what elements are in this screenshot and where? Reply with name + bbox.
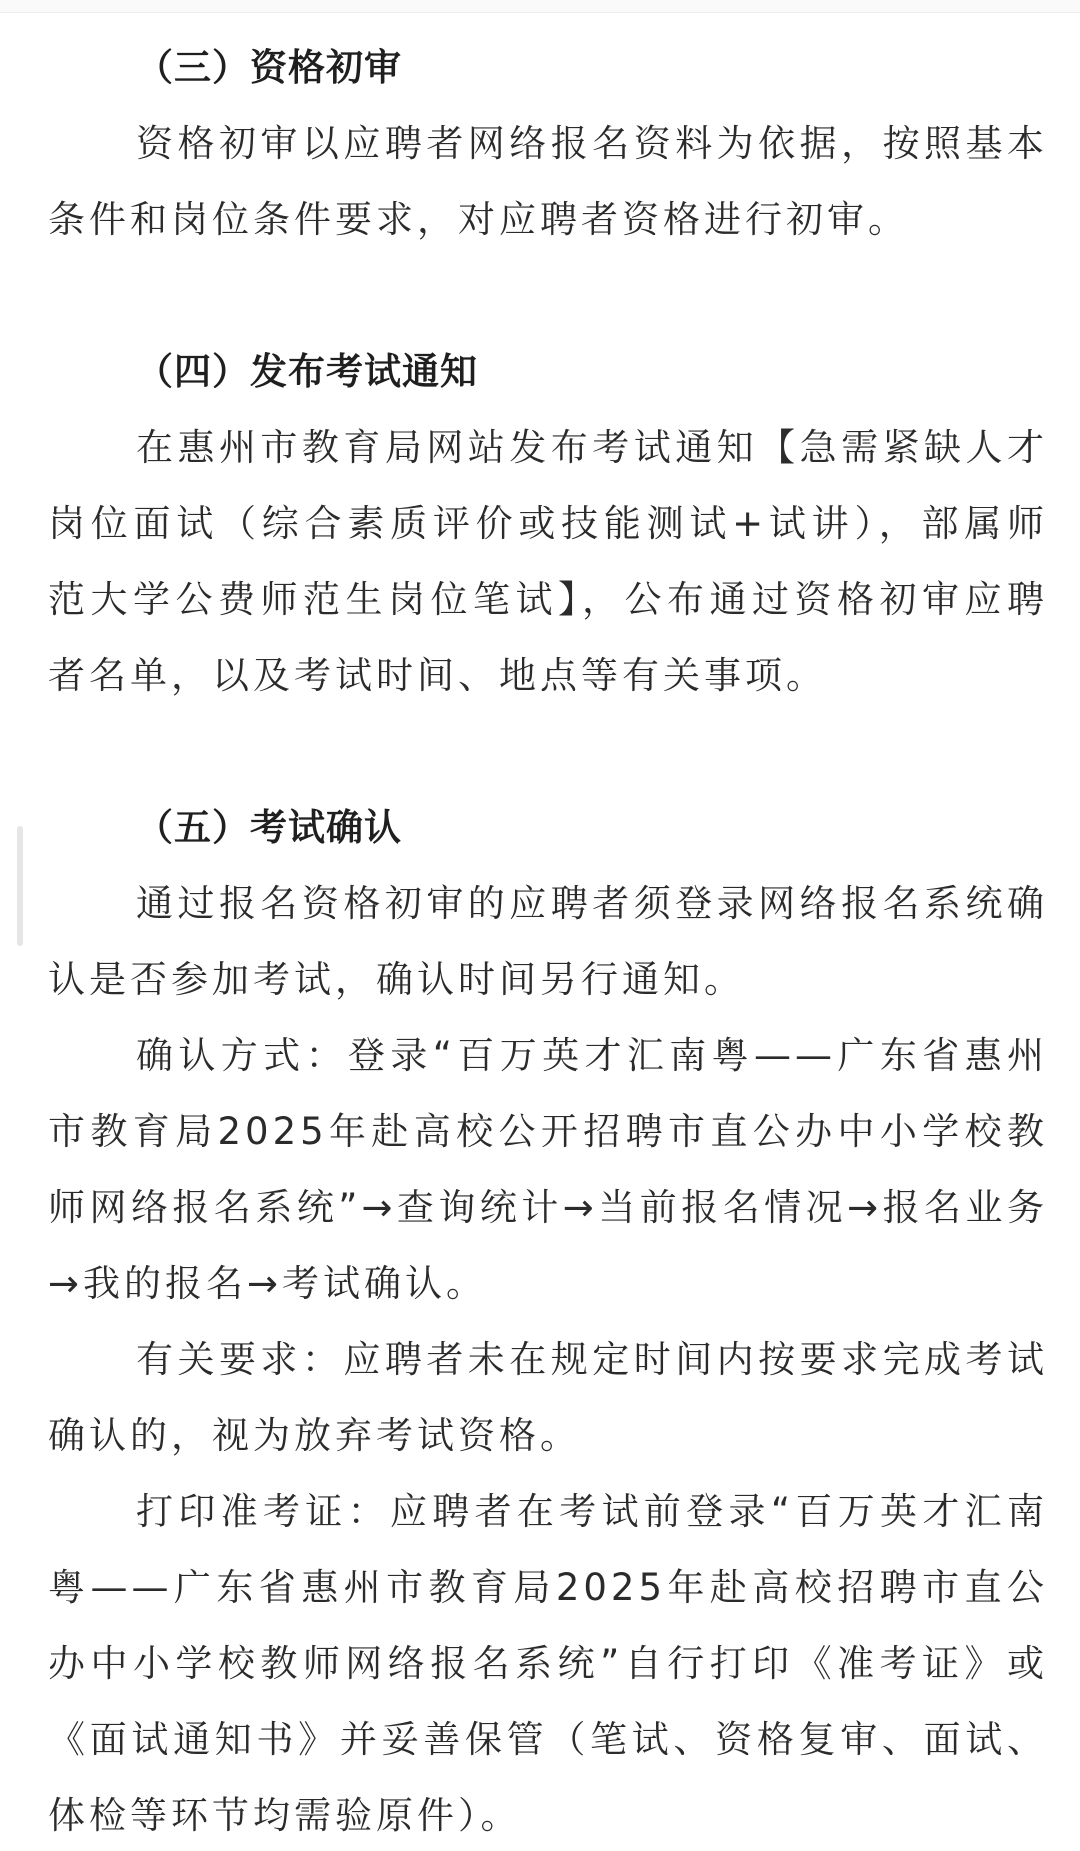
section-gap (48, 258, 1048, 334)
top-divider (0, 0, 1080, 13)
paragraph-requirements: 有关要求：应聘者未在规定时间内按要求完成考试确认的，视为放弃考试资格。 (48, 1338, 1048, 1457)
section-heading: （三）资格初审 (136, 46, 402, 89)
section-heading: （四）发布考试通知 (136, 350, 478, 393)
scrollbar-indicator[interactable] (17, 826, 23, 946)
section-exam-confirmation (48, 790, 1048, 1851)
section-exam-notice (48, 334, 1048, 714)
section-gap (48, 714, 1048, 790)
paragraph: 通过报名资格初审的应聘者须登录网络报名系统确认是否参加考试，确认时间另行通知。 (48, 882, 1048, 1001)
section-qualification-review (48, 30, 1048, 258)
section-heading: （五）考试确认 (136, 806, 402, 849)
paragraph: 在惠州市教育局网站发布考试通知【急需紧缺人才岗位面试（综合素质评价或技能测试+试讲），部属师范大学公费师范生岗位笔试】，公布通过资格初审应聘者名单，以及考试时间、地点等有关事项。 (48, 426, 1048, 697)
paragraph: 资格初审以应聘者网络报名资料为依据，按照基本条件和岗位条件要求，对应聘者资格进行初审。 (48, 122, 1048, 241)
article-body (48, 30, 1048, 1851)
paragraph-confirmation-method: 确认方式：登录“百万英才汇南粤——广东省惠州市教育局2025年赴高校公开招聘市直公办中小学校教师网络报名系统”→查询统计→当前报名情况→报名业务→我的报名→考试确认。 (48, 1034, 1048, 1305)
paragraph-print-admission-ticket: 打印准考证：应聘者在考试前登录“百万英才汇南粤——广东省惠州市教育局2025年赴高校招聘市直公办中小学校教师网络报名系统”自行打印《准考证》或《面试通知书》并妥善保管（笔试、资格复审、面试、体检等环节均需验原件）。 (48, 1490, 1048, 1837)
